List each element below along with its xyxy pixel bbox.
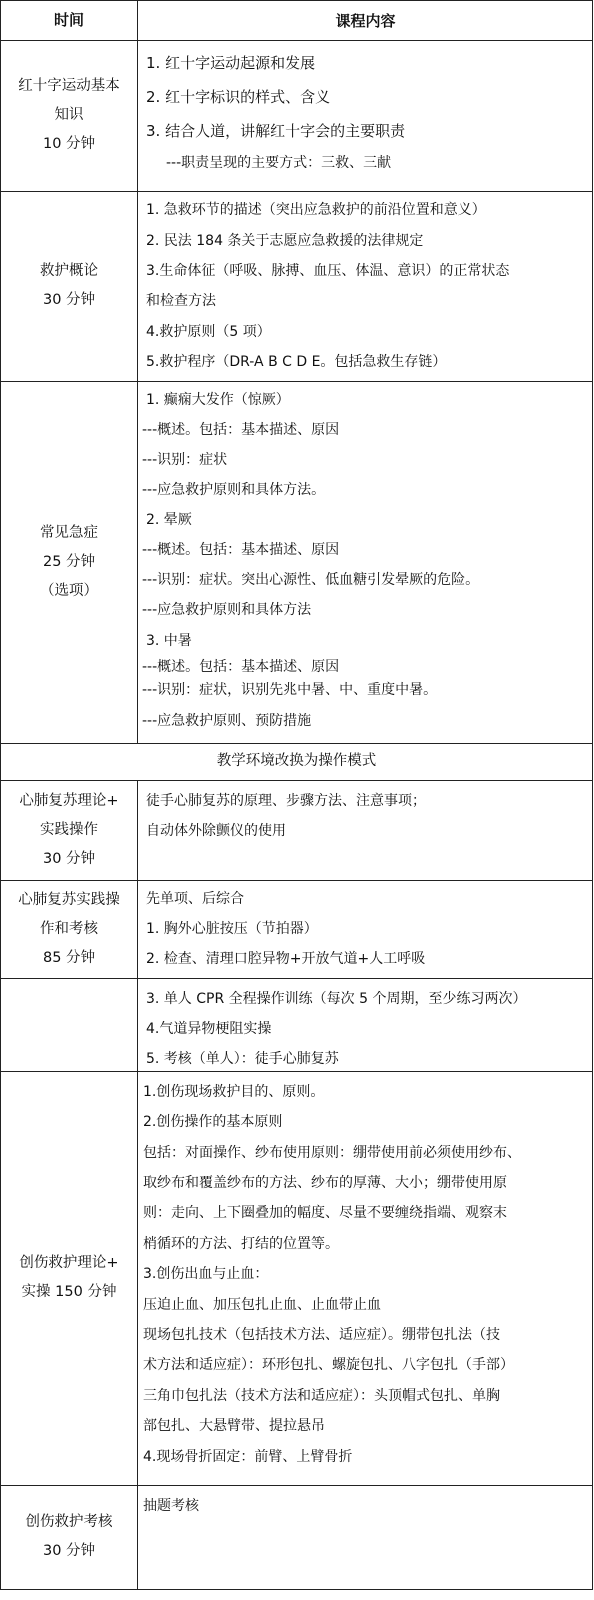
- time-text: 30 分钟: [42, 1543, 96, 1559]
- content-line: 和检查方法: [146, 293, 216, 309]
- content-line: 自动体外除颤仪的使用: [146, 823, 286, 839]
- row-time-cell: [1, 880, 137, 978]
- column-divider: [137, 780, 138, 1590]
- header-content: [138, 0, 593, 40]
- time-text: 30 分钟: [42, 850, 96, 867]
- content-line: 先单项、后综合: [146, 891, 244, 907]
- header-content-label: 课程内容: [335, 11, 396, 30]
- content-line: 3. 中暑: [146, 633, 192, 649]
- section-divider-text: 教学环境改换为操作模式: [216, 753, 377, 769]
- content-line: ---识别：症状: [142, 452, 228, 468]
- time-text: 85 分钟: [42, 949, 96, 966]
- content-line: 抽题考核: [143, 1498, 199, 1514]
- content-line: 1. 红十字运动起源和发展: [146, 54, 316, 72]
- time-text: 实操 150 分钟: [21, 1284, 117, 1300]
- content-line: 3. 单人 CPR 全程操作训练（每次 5 个周期，至少练习两次）: [146, 991, 527, 1007]
- time-text: 创伤救护理论+: [19, 1255, 119, 1271]
- content-line: 2. 红十字标识的样式、含义: [146, 88, 331, 106]
- content-line: ---应急救护原则和具体方法: [142, 602, 312, 618]
- time-text: 30 分钟: [42, 292, 96, 308]
- row-time-cell: [1, 1485, 137, 1589]
- row-time-cell: [1, 191, 137, 381]
- content-line: 3.生命体征（呼吸、脉搏、血压、体温、意识）的正常状态: [146, 263, 510, 279]
- content-line: 4.气道异物梗阻实操: [146, 1021, 272, 1037]
- content-line: ---概述。包括：基本描述、原因: [142, 422, 340, 438]
- table-border-right: [592, 0, 593, 1590]
- content-line: 4.现场骨折固定：前臂、上臂骨折: [143, 1449, 353, 1465]
- column-divider: [137, 0, 138, 743]
- time-text: 心肺复苏实践操: [18, 891, 120, 908]
- content-line: 则：走向、上下圈叠加的幅度、尽量不要缠绕指端、观察末: [143, 1205, 507, 1221]
- row-time-cell: [1, 1071, 137, 1485]
- content-line: 取纱布和覆盖纱布的方法、纱布的厚薄、大小；绷带使用原: [143, 1175, 507, 1191]
- time-text: 常见急症: [40, 524, 98, 541]
- time-text: 25 分钟: [42, 553, 96, 570]
- content-line: 1. 癫痫大发作（惊厥）: [146, 392, 290, 408]
- time-text: 救护概论: [40, 263, 98, 279]
- content-line: 2. 民法 184 条关于志愿应急救援的法律规定: [146, 233, 424, 249]
- row-time-cell: [1, 40, 137, 191]
- row-content-cell: [143, 1485, 590, 1589]
- content-line: 3. 结合人道，讲解红十字会的主要职责: [146, 122, 406, 140]
- time-text: 知识: [54, 107, 84, 123]
- content-line: 2. 检查、清理口腔异物+开放气道+人工呼吸: [146, 951, 426, 967]
- row-divider: [0, 1589, 593, 1590]
- content-line: ---概述。包括：基本描述、原因: [142, 659, 340, 675]
- row-content-cell: [146, 191, 590, 381]
- content-line: 5.救护程序（DR-A B C D E。包括急救生存链）: [146, 354, 447, 370]
- content-line: 1. 急救环节的描述（突出应急救护的前沿位置和意义）: [146, 202, 486, 218]
- time-text: 心肺复苏理论+: [19, 792, 119, 809]
- header-time-label: 时间: [53, 10, 84, 29]
- time-text: 作和考核: [40, 920, 98, 937]
- content-line: ---概述。包括：基本描述、原因: [142, 542, 340, 558]
- time-text: （选项）: [40, 582, 98, 599]
- content-line: 现场包扎技术（包括技术方法、适应症）。绷带包扎法（技: [143, 1327, 500, 1343]
- time-text: 10 分钟: [42, 136, 96, 152]
- row-content-cell: [146, 40, 590, 191]
- content-line: 1.创伤现场救护目的、原则。: [143, 1084, 325, 1100]
- time-text: 创伤救护考核: [25, 1514, 113, 1530]
- content-line: 梢循环的方法、打结的位置等。: [143, 1236, 339, 1252]
- content-line: 包括：对面操作、纱布使用原则：绷带使用前必须使用纱布、: [143, 1145, 521, 1161]
- section-divider-row: [0, 743, 593, 780]
- content-line: ---应急救护原则、预防措施: [142, 713, 312, 729]
- content-line: 2.创伤操作的基本原则: [143, 1114, 283, 1130]
- time-text: 红十字运动基本: [18, 78, 120, 94]
- content-line: ---识别：症状，识别先兆中暑、中、重度中暑。: [142, 682, 438, 698]
- row-time-cell: [1, 780, 137, 880]
- content-line: 2. 晕厥: [146, 512, 192, 528]
- content-line: 徒手心肺复苏的原理、步骤方法、注意事项；: [146, 793, 426, 809]
- content-line: 部包扎、大悬臂带、提拉悬吊: [143, 1418, 325, 1434]
- time-text: 实践操作: [40, 821, 98, 838]
- content-line: 三角巾包扎法（技术方法和适应症）：头顶帽式包扎、单胸: [143, 1388, 500, 1404]
- content-line: ---识别：症状。突出心源性、低血糖引发晕厥的危险。: [142, 572, 480, 588]
- row-content-cell: [146, 780, 590, 880]
- row-content-cell: [146, 880, 590, 978]
- content-line: ---职责呈现的主要方式：三救、三献: [166, 155, 392, 171]
- content-line: 压迫止血、加压包扎止血、止血带止血: [143, 1297, 381, 1313]
- row-content-cell: [142, 381, 590, 743]
- row-time-cell: [1, 381, 137, 743]
- content-line: 5. 考核（单人）：徒手心肺复苏: [146, 1051, 339, 1067]
- row-content-cell: [143, 1071, 590, 1485]
- content-line: 术方法和适应症）：环形包扎、螺旋包扎、八字包扎（手部）: [143, 1357, 514, 1373]
- header-time: [1, 0, 137, 40]
- content-line: 4.救护原则（5 项）: [146, 324, 271, 340]
- content-line: 1. 胸外心脏按压（节拍器）: [146, 921, 318, 937]
- content-line: ---应急救护原则和具体方法。: [142, 482, 326, 498]
- row-content-cell: [146, 978, 590, 1071]
- content-line: 3.创伤出血与止血：: [143, 1266, 269, 1282]
